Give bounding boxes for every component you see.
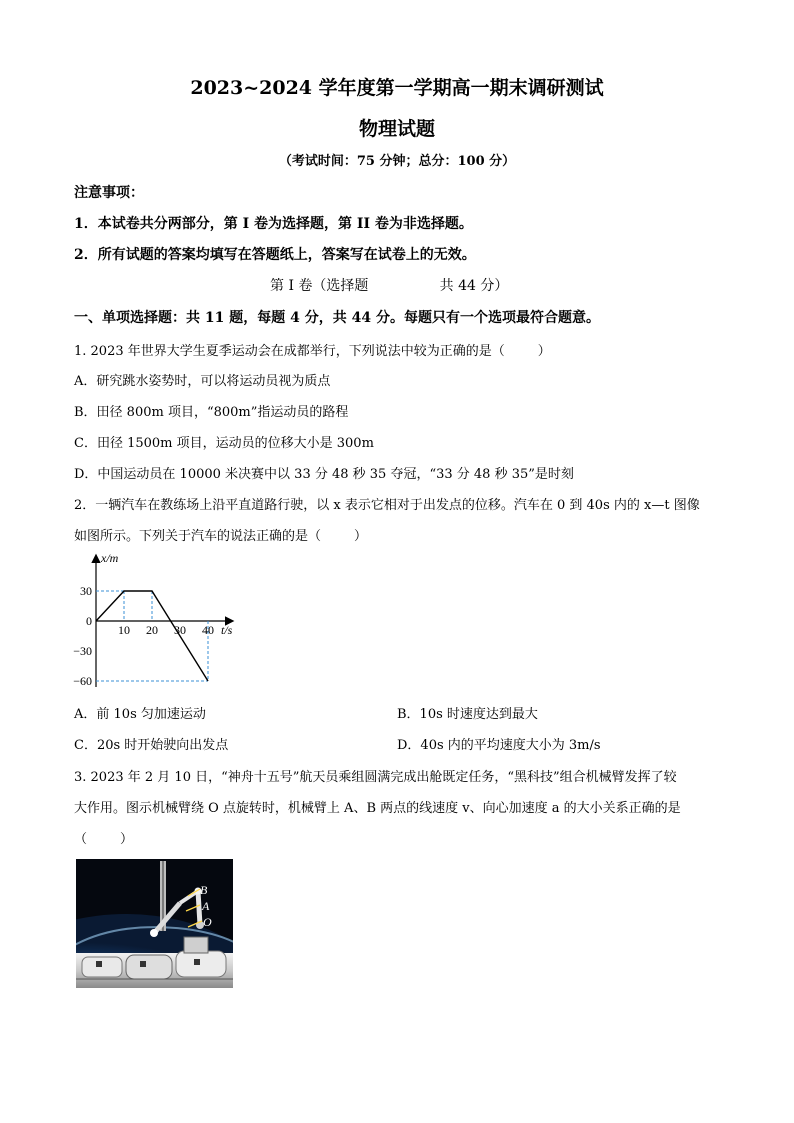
q2-option-c: C．20s 时开始驶向出发点 [74,738,229,753]
section-instruction: 一、单项选择题：共 11 题，每题 4 分，共 44 分。每题只有一个选项最符合题意。 [74,310,600,326]
exam-title: 2023~2024 学年度第一学期高一期末调研测试 [190,77,604,99]
y-axis-label: x/m [101,551,119,565]
x-tick-label: 40 [202,623,214,637]
xt-graph [70,548,250,694]
y-tick-label: 30 [80,584,92,598]
question-3-stem-line3: （ ） [74,832,134,847]
subject-title: 物理试题 [358,118,435,140]
notice-item: 2．所有试题的答案均填写在答题纸上，答案写在试卷上的无效。 [74,247,476,263]
q2-option-b: B．10s 时速度达到最大 [397,707,538,722]
x-tick-label: 20 [146,623,158,637]
q2-option-a: A．前 10s 匀加速运动 [74,707,206,722]
q1-option-b: B．田径 800m 项目，“800m”指运动员的路程 [74,405,349,420]
q1-option-d: D．中国运动员在 10000 米决赛中以 33 分 48 秒 35 夺冠，“33 分 48 秒 35”是时刻 [74,467,574,482]
robotic-arm-photo [76,859,233,988]
time-info: （考试时间：75 分钟；总分：100 分） [278,154,516,169]
y-tick-label: −60 [73,674,92,688]
section-title: 第 I 卷（选择题 共 44 分） [270,278,509,294]
question-1-stem: 1. 2023 年世界大学生夏季运动会在成都举行，下列说法中较为正确的是（ ） [74,344,551,359]
label-a: A [202,899,210,913]
question-2-stem-line1: 2．一辆汽车在教练场上沿平直道路行驶，以 x 表示它相对于出发点的位移。汽车在 0 到 40s 内的 x—t 图像 [74,498,700,513]
x-tick-label: 30 [174,623,186,637]
q1-option-a: A．研究跳水姿势时，可以将运动员视为质点 [74,374,331,389]
x-tick-label: 10 [118,623,130,637]
question-2-stem-line2: 如图所示。下列关于汽车的说法正确的是（ ） [74,529,368,544]
q2-option-d: D．40s 内的平均速度大小为 3m/s [397,738,601,753]
label-b: B [200,883,208,897]
question-3-stem-line1: 3. 2023 年 2 月 10 日，“神舟十五号”航天员乘组圆满完成出舱既定任务，“黑科技”组合机械臂发挥了较 [74,770,677,785]
question-3-stem-line2: 大作用。图示机械臂绕 O 点旋转时，机械臂上 A、B 两点的线速度 v、向心加速度 a 的大小关系正确的是 [74,801,681,816]
x-axis-label: t/s [221,623,233,637]
y-tick-label: −30 [73,644,92,658]
q1-option-c: C．田径 1500m 项目，运动员的位移大小是 300m [74,436,374,451]
notice-heading: 注意事项： [74,185,144,201]
y-tick-label: 0 [86,614,92,628]
notice-item: 1．本试卷共分两部分，第 I 卷为选择题，第 II 卷为非选择题。 [74,216,473,232]
label-o: O [203,915,212,929]
